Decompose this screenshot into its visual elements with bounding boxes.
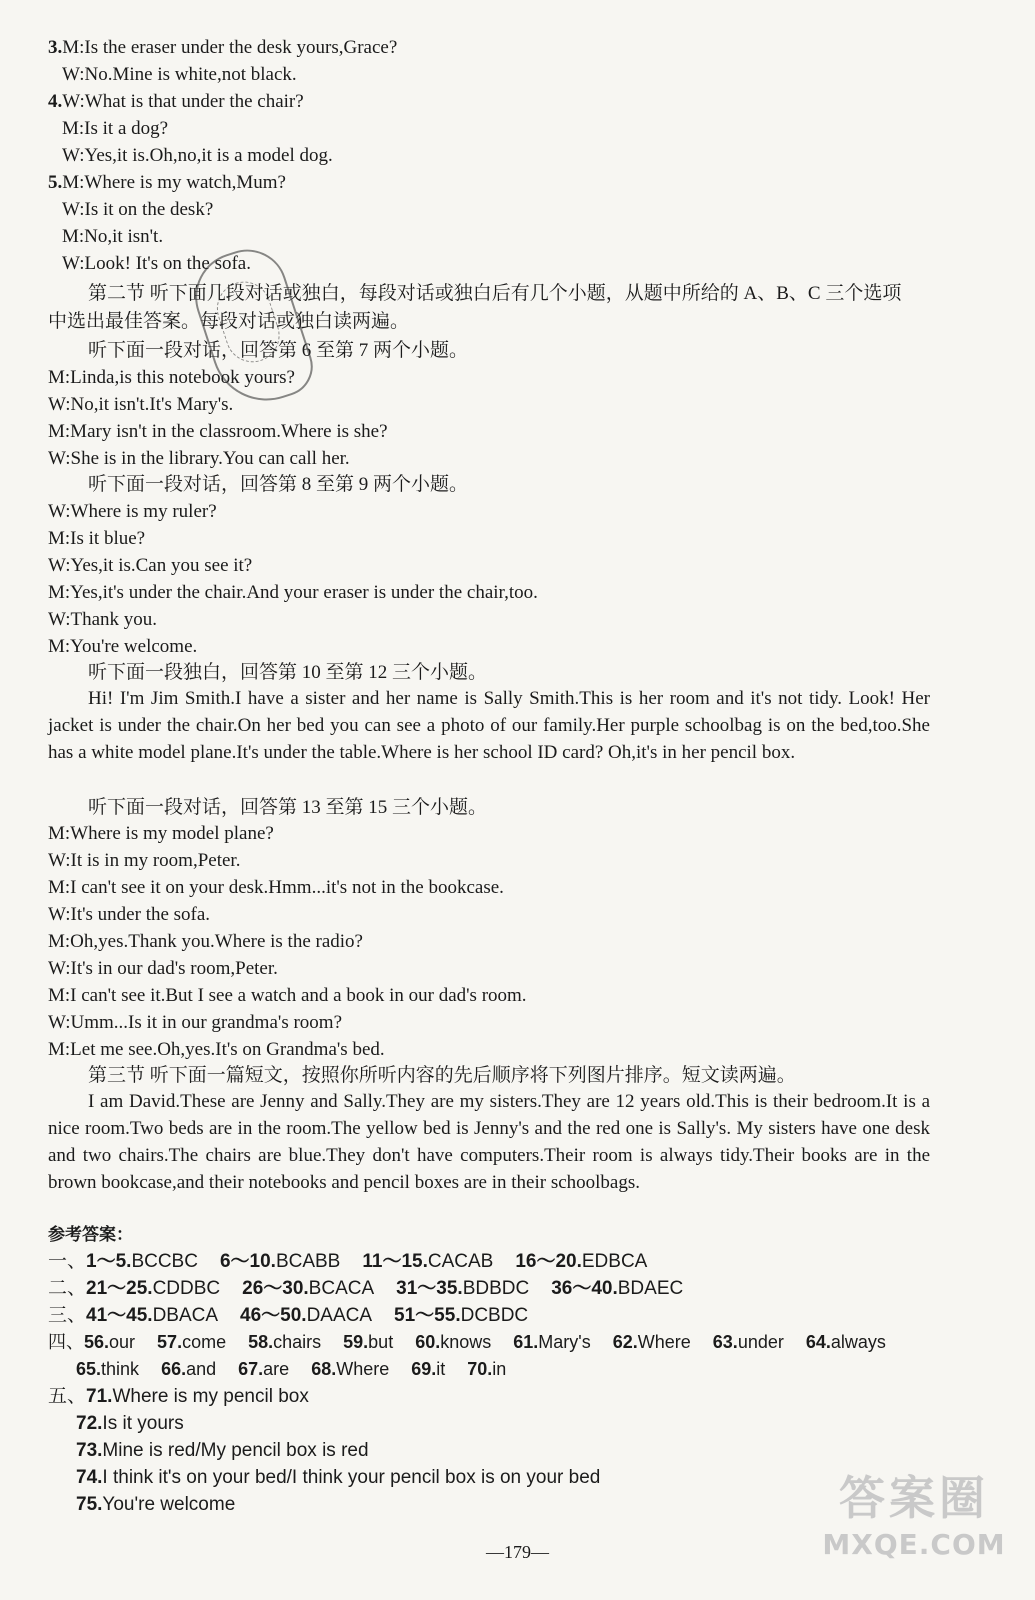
watermark-logo: 答案圈 MXQE.COM: [822, 1471, 1006, 1561]
answer-row: 二、21～25.CDDBC 26～30.BCACA 31～35.BDBDC 36～40.BDAEC: [48, 1278, 684, 1299]
section-instruction: 第二节 听下面几段对话或独白，每段对话或独白后有几个小题，从题中所给的 A、B、C 三个选项: [88, 283, 902, 304]
dialogue-line: W:Yes,it is.Can you see it?: [48, 555, 253, 576]
dialogue-line: 4.W:What is that under the chair?: [48, 91, 304, 112]
section-instruction: 中选出最佳答案。每段对话或独白读两遍。: [48, 311, 410, 332]
dialogue-line: W:It's under the sofa.: [48, 904, 211, 925]
question-prompt: 听下面一段对话，回答第 13 至第 15 三个小题。: [88, 797, 488, 818]
dialogue-line: M:Let me see.Oh,yes.It's on Grandma's bed.: [48, 1039, 385, 1060]
dialogue-line: M:Oh,yes.Thank you.Where is the radio?: [48, 931, 363, 952]
dialogue-line: M:Is it blue?: [48, 528, 146, 549]
dialogue-line: 5.M:Where is my watch,Mum?: [48, 172, 286, 193]
writing-answer: 72.Is it yours: [76, 1413, 184, 1434]
dialogue-line: M:I can't see it on your desk.Hmm...it's not in the bookcase.: [48, 877, 504, 898]
dialogue-line: M:You're welcome.: [48, 636, 198, 657]
dialogue-line: W:Where is my ruler?: [48, 501, 217, 522]
question-prompt: 听下面一段对话，回答第 8 至第 9 两个小题。: [88, 474, 469, 495]
writing-answer: 五、71.Where is my pencil box: [48, 1386, 309, 1407]
dialogue-line: M:Mary isn't in the classroom.Where is she?: [48, 421, 388, 442]
dialogue-line: W:Thank you.: [48, 609, 158, 630]
passage-paragraph: I am David.These are Jenny and Sally.They are my sisters.They are 12 years old.This is their bedroom.It is a nice room.Two beds are in the room.The yellow bed is Jenny's and the red one is Sally's. My sisters have one desk and two chairs.The chairs are blue.They don't have computers.Their room is always tidy.Their books are in the brown bookcase,and their notebooks and pencil boxes are in their schoolbags.: [48, 1091, 930, 1193]
answer-row: 三、41～45.DBACA 46～50.DAACA 51～55.DCBDC: [48, 1305, 529, 1326]
writing-answer: 75.You're welcome: [76, 1494, 236, 1515]
answer-row: 四、56.our 57.come 58.chairs 59.but 60.knows 61.Mary's 62.Where 63.under 64.always: [48, 1332, 886, 1352]
dialogue-line: W:Umm...Is it in our grandma's room?: [48, 1012, 342, 1033]
dialogue-line: W:It's in our dad's room,Peter.: [48, 958, 278, 979]
dialogue-line: M:Yes,it's under the chair.And your eraser is under the chair,too.: [48, 582, 538, 603]
question-prompt: 听下面一段对话，回答第 6 至第 7 两个小题。: [88, 340, 469, 361]
answer-row: 一、1～5.BCCBC 6～10.BCABB 11～15.CACAB 16～20.EDBCA: [48, 1251, 648, 1272]
question-prompt: 听下面一段独白，回答第 10 至第 12 三个小题。: [88, 662, 488, 683]
dialogue-line: W:No,it isn't.It's Mary's.: [48, 394, 234, 415]
dialogue-line: M:I can't see it.But I see a watch and a book in our dad's room.: [48, 985, 527, 1006]
section-instruction: 第三节 听下面一篇短文，按照你所听内容的先后顺序将下列图片排序。短文读两遍。: [88, 1065, 796, 1086]
dialogue-line: M:Where is my model plane?: [48, 823, 274, 844]
dialogue-line: M:No,it isn't.: [62, 226, 164, 247]
answers-title: 参考答案：: [48, 1225, 133, 1245]
dialogue-line: W:Yes,it is.Oh,no,it is a model dog.: [62, 145, 333, 166]
dialogue-line: M:Linda,is this notebook yours?: [48, 367, 295, 388]
page-number: —179—: [486, 1542, 549, 1562]
dialogue-line: W:It is in my room,Peter.: [48, 850, 241, 871]
dialogue-line: W:Is it on the desk?: [62, 199, 214, 220]
writing-answer: 73.Mine is red/My pencil box is red: [76, 1440, 369, 1461]
writing-answer: 74.I think it's on your bed/I think your pencil box is on your bed: [76, 1467, 601, 1488]
dialogue-line: M:Is it a dog?: [62, 118, 169, 139]
monologue-paragraph: Hi! I'm Jim Smith.I have a sister and her name is Sally Smith.This is her room and it's not tidy. Look! Her jacket is under the chair.On her bed you can see a photo of our family.Her purple schoolbag is on the bed,too.She has a white model plane.It's under the table.Where is her school ID card? Oh,it's in her pencil box.: [48, 688, 930, 763]
dialogue-line: W:Look! It's on the sofa.: [62, 253, 251, 274]
dialogue-line: W:She is in the library.You can call her.: [48, 448, 350, 469]
dialogue-line: 3.M:Is the eraser under the desk yours,Grace?: [48, 37, 398, 58]
dialogue-line: W:No.Mine is white,not black.: [62, 64, 297, 85]
answer-row: 65.think 66.and 67.are 68.Where 69.it 70.in: [76, 1359, 507, 1379]
